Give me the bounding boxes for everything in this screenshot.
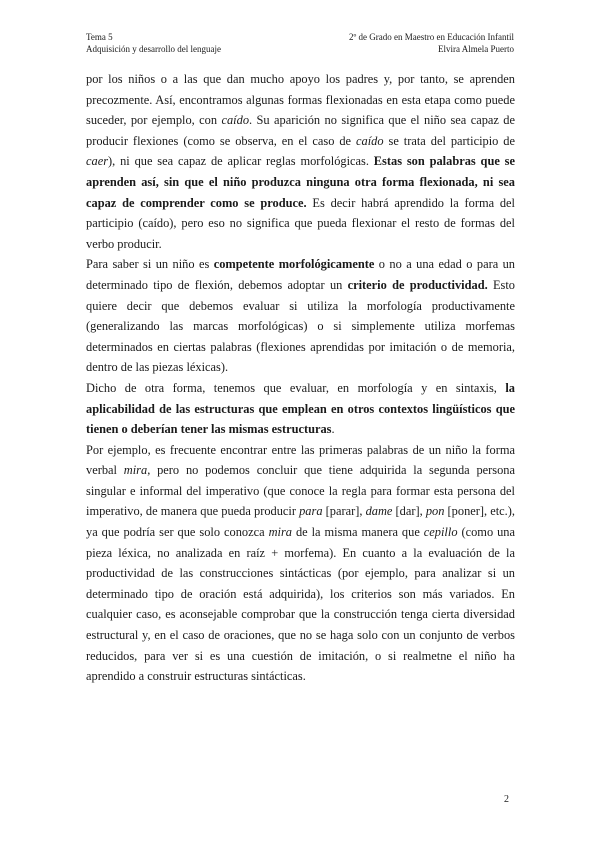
bold-text: la aplicabilidad de las estructuras que emplean en otros contextos lingüísticos que tienen o deberían tener las mismas estructuras <box>86 380 515 437</box>
paragraph <box>86 254 515 378</box>
paragraph <box>86 440 515 687</box>
paragraph <box>86 378 515 440</box>
italic-text: para <box>299 504 323 519</box>
text-run: [dar], <box>392 504 426 519</box>
italic-text: caer <box>86 154 109 169</box>
header-left <box>86 31 221 55</box>
text-run: Esto quiere decir que debemos evaluar si utiliza la morfología productivamente (generalizando las marcas morfológicas) o si simplemente utiliza morfemas determinados en ciertas palabras (flexiones aprendidas por imitación o de memoria, dentro de las piezas léxicas). <box>86 277 515 375</box>
header-right <box>349 31 514 55</box>
text-run: (como una pieza léxica, no analizada en raíz + morfema). En cuanto a la evaluación de la productividad de las construcciones sintácticas (por ejemplo, para analizar si un determinado tipo de oración está adquirida), los criterios son más variados. En cualquier caso, es aconsejable comprobar que la construcción tenga cierta diversidad estructural y, en el caso de oraciones, que no se haga solo con un conjunto de verbos reducidos, para ver si es una cuestión de imitación, o si realmetne el niño ha aprendido a construir estructuras sintácticas. <box>86 525 515 684</box>
bold-text: competente morfológicamente <box>213 257 375 272</box>
italic-text: caído <box>221 113 250 128</box>
text-run: . Su aparición no significa que el niño sea capaz de producir flexiones (como se observa, en el caso de <box>86 113 515 148</box>
italic-text: caído <box>356 133 384 148</box>
text-run: Dicho de otra forma, tenemos que evaluar, en morfología y en sintaxis, <box>86 380 506 395</box>
header-author: Elvira Almela Puerto <box>438 44 514 54</box>
document-body <box>86 69 515 687</box>
header-degree: 2º de Grado en Maestro en Educación Infantil <box>349 32 514 42</box>
page-number: 2 <box>504 794 509 805</box>
italic-text: pon <box>425 504 445 519</box>
text-run: Para saber si un niño es <box>86 257 214 272</box>
paragraph <box>86 69 515 254</box>
text-run: [parar], <box>322 504 366 519</box>
text-run: . <box>331 422 335 437</box>
text-run: Es decir habrá aprendido la forma del participio (caído), pero eso no significa que pueda flexionar el resto de formas del verbo producir. <box>86 195 515 251</box>
text-run: [poner], etc.), ya que podría ser que solo conozca <box>86 504 516 540</box>
bold-text: criterio de productividad. <box>347 277 488 292</box>
header-topic: Tema 5 <box>86 32 113 42</box>
text-run: se trata del participio de <box>383 133 515 148</box>
text-run: Por ejemplo, es frecuente encontrar entre las primeras palabras de un niño la forma verbal <box>86 442 515 478</box>
italic-text: cepillo <box>423 525 458 540</box>
text-run: , pero no podemos concluir que tiene adquirida la segunda persona singular e informal del imperativo (que conoce la regla para formar esta persona del imperativo, de manera que pueda producir <box>86 463 515 519</box>
italic-text: mira <box>268 525 292 540</box>
text-run: de la misma manera que <box>291 525 424 540</box>
italic-text: mira <box>123 463 148 478</box>
text-run: por los niños o a las que dan mucho apoyo los padres y, por tanto, se aprenden precozmente. Así, encontramos algunas formas flexionadas en esta etapa como puede suceder, por ejemplo, con <box>86 72 515 128</box>
italic-text: dame <box>365 504 393 519</box>
header-subject: Adquisición y desarrollo del lenguaje <box>86 44 221 54</box>
text-run: ), ni que sea capaz de aplicar reglas morfológicas. <box>108 154 374 169</box>
bold-text: Estas son palabras que se aprenden así, sin que el niño produzca ninguna otra forma flexionada, ni sea capaz de comprender como se produce. <box>86 154 515 210</box>
text-run: o no a una edad o para un determinado tipo de flexión, debemos adoptar un <box>86 257 516 292</box>
